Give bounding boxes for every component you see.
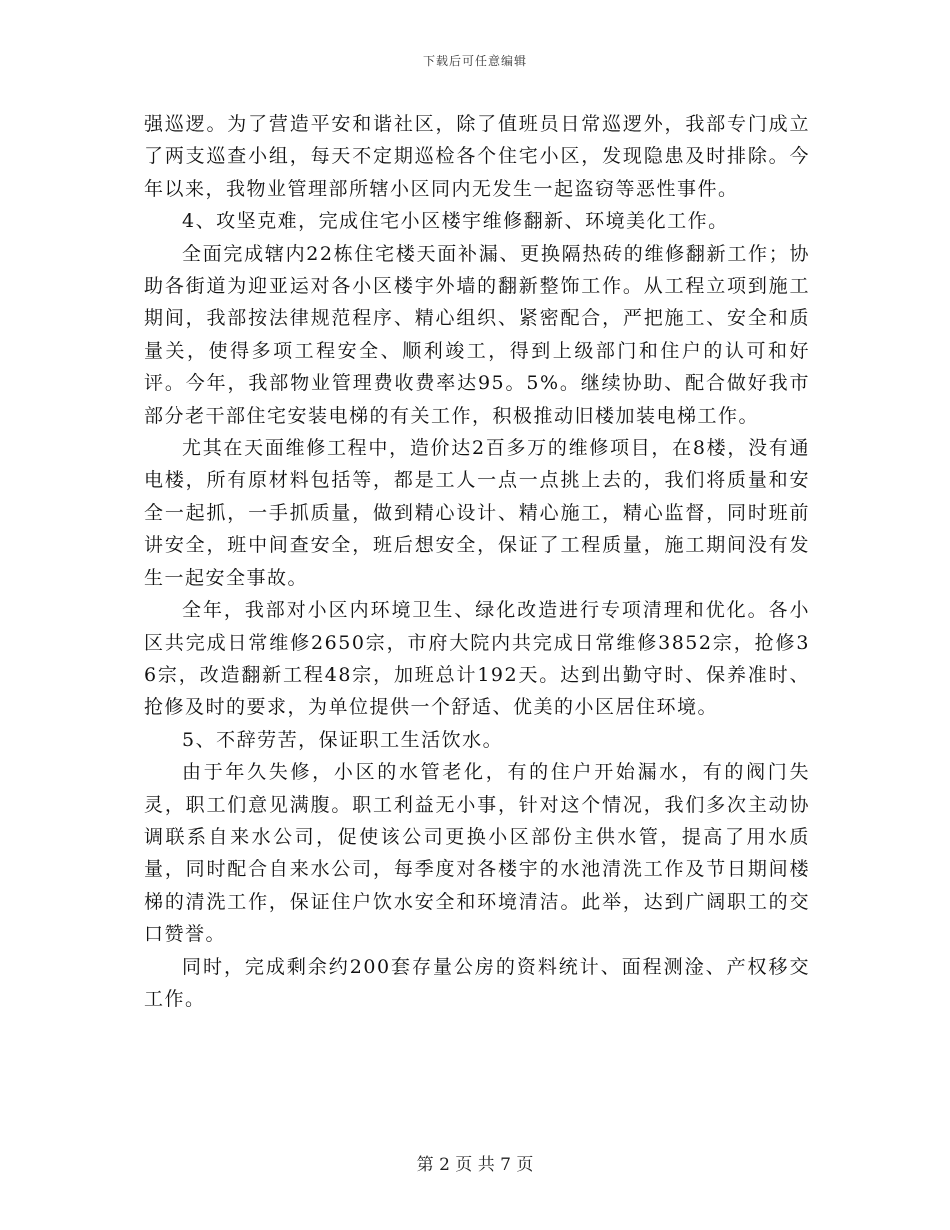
paragraph-public-housing: 同时，完成剩余约200套存量公房的资料统计、面程测淦、产权移交工作。 (144, 955, 810, 1010)
section-heading-4: 4、攻坚克难，完成住宅小区楼宇维修翻新、环境美化工作。 (182, 210, 729, 233)
paragraph-roof-repair: 尤其在天面维修工程中，造价达2百多万的维修项目，在8楼，没有通电楼，所有原材料包括等，都是工人一点一点挑上去的，我们将质量和安全一起抓，一手抓质量，做到精心设计、精心施工，精心监督，同时班前讲安全，班中间查安全，班后想安全，保证了工程质量，施工期间没有发生一起安全事故。 (144, 437, 810, 589)
paragraph-patrol-continued: 强巡逻。为了营造平安和谐社区，除了值班员日常巡逻外，我部专门成立了两支巡查小组，每天不定期巡检各个住宅小区，发现隐患及时排除。今年以来，我物业管理部所辖小区同内无发生一起盗窃等恶性事件。 (144, 113, 810, 200)
section-heading-5: 5、不辞劳苦，保证职工生活饮水。 (182, 728, 504, 751)
paragraph-environment: 全年，我部对小区内环境卫生、绿化改造进行专项清理和优化。各小区共完成日常维修2650宗，市府大院内共完成日常维修3852宗，抢修36宗，改造翻新工程48宗，加班总计192天。达到出勤守时、保养准时、抢修及时的要求，为单位提供一个舒适、优美的小区居住环境。 (144, 599, 810, 719)
paragraph-water-supply: 由于年久失修，小区的水管老化，有的住户开始漏水，有的阀门失灵，职工们意见满腹。职工利益无小事，针对这个情况，我们多次主动协调联系自来水公司，促使该公司更换小区部份主供水管，提高了用水质量，同时配合自来水公司，每季度对各楼宇的水池清洗工作及节日期间楼梯的清洗工作，保证住户饮水安全和环境清洁。此举，达到广阔职工的交口赞誉。 (144, 761, 810, 946)
body-text (144, 108, 810, 1015)
page-number-footer: 第 2 页 共 7 页 (416, 1155, 534, 1175)
paragraph-renovation: 全面完成辖内22栋住宅楼天面补漏、更换隔热砖的维修翻新工作；协助各街道为迎亚运对各小区楼宇外墙的翻新整饰工作。从工程立项到施工期间，我部按法律规范程序、精心组织、紧密配合，严把施工、安全和质量关，使得多项工程安全、顺利竣工，得到上级部门和住户的认可和好评。今年，我部物业管理费收费率达95。5%。继续协助、配合做好我市部分老干部住宅安装电梯的有关工作，积极推动旧楼加装电梯工作。 (144, 242, 810, 427)
header-note: 下载后可任意编辑 (422, 54, 527, 68)
